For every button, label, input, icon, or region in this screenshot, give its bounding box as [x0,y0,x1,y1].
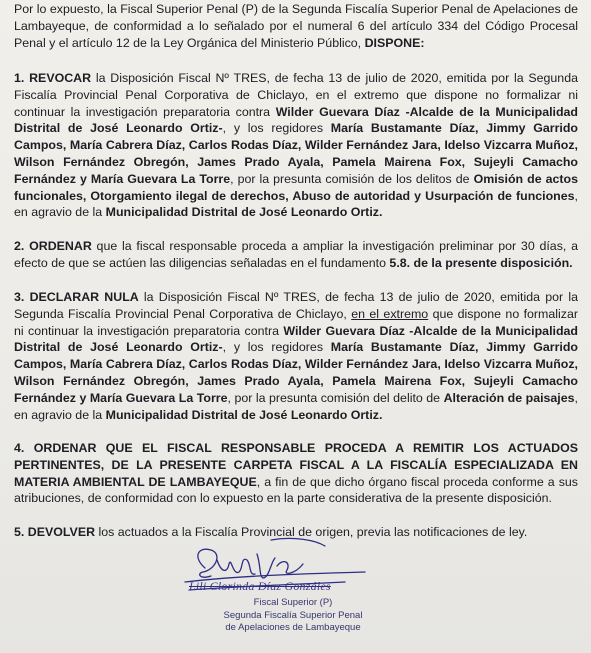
handwritten-signature [175,536,415,653]
item-text: , por la presunta comisión de los delitos de [230,171,474,186]
signatory-name: Lili Clorinda Díaz Gonzáles [189,579,331,593]
item-number: 3. [14,290,25,304]
item-text: , y los regidores [222,121,331,136]
stamp-jurisdiction: de Apelaciones de Lambayeque [225,622,361,633]
resolution-item-4 [14,440,578,507]
item-text: la Disposición Fiscal Nº TRES, de fecha 13 de julio de 2020, emitida por la Segunda Fiscalía Provincial Penal Corporativa de Chiclayo, en el extremo que dispone no formalizar ni continuar la investigación preparatoria contra [14,71,578,119]
item-verb: REVOCAR [29,71,92,85]
accused-councillors: María Bustamante Díaz, Jimmy Garrido Campos, María Cabrera Díaz, Carlos Rodas Díaz, Wilder Fernández Jara, Idelso Vizcarra Muñoz, Wilson Fernández Obregón, James Prado Ayala, Pamela Mairena Fox, Sujeyli Camacho Fernández y María Guevara La Torre [14,340,578,405]
dispone-colon: : [420,35,425,50]
item-verb: ORDENAR QUE EL FISCAL RESPONSABLE PROCEDA A REMITIR LOS ACTUADOS PERTINENTES, DE LA PRESENTE CARPETA FISCAL A LA FISCALÍA ESPECIALIZADA EN MATERIA AMBIENTAL DE LAMBAYEQUE [14,441,578,489]
accused-mayor: Wilder Guevara Díaz -Alcalde de la Municipalidad Distrital de José Leonardo Ortiz- [14,323,578,355]
item-text: la Disposición Fiscal Nº TRES, de fecha 13 de julio de 2020, emitida por la Segunda Fiscalía Provincial Penal Corporativa de Chiclayo, [14,290,578,321]
item-text: , en agravio de la [14,188,578,220]
resolution-item-3 [14,289,578,423]
item-text: los actuados a la Fiscalía Provincial de origen, previa las notificaciones de ley. [95,525,528,539]
item-number: 5. [14,525,25,539]
accused-councillors: María Bustamante Díaz, Jimmy Garrido Campos, María Cabrera Díaz, Carlos Rodas Díaz, Wilder Fernández Jara, Idelso Vizcarra Muñoz, Wilson Fernández Obregón, James Prado Ayala, Pamela Mairena Fox, Sujeyli Camacho Fernández y María Guevara La Torre [14,121,578,186]
aggrieved-party: Municipalidad Distrital de José Leonardo Ortiz. [105,407,383,422]
offenses: Omisión de actos funcionales, Otorgamiento ilegal de derechos, Abuso de autoridad y Usurpación de funciones [14,171,578,203]
offense: Alteración de paisajes [443,390,575,405]
accused-mayor: Wilder Guevara Díaz -Alcalde de la Municipalidad Distrital de José Leonardo Ortiz- [14,104,578,136]
underlined-phrase: en el extremo [351,306,429,321]
intro-paragraph [14,1,578,51]
item-text: , por la presunta comisión del delito de [227,390,444,405]
resolution-item-2 [14,238,578,272]
item-text: que la fiscal responsable proceda a ampliar la investigación preliminar por 30 días, a efecto de que se actúen las diligencias señaladas en el fundamento [14,239,578,270]
item-text: , en agravio de la [14,390,578,422]
item-text: que dispone no formalizar ni continuar la investigación preparatoria contra [14,306,578,338]
stamp-office: Segunda Fiscalía Superior Penal [223,610,363,621]
item-verb: DEVOLVER [27,525,96,539]
stamp-title: Fiscal Superior (P) [253,597,333,608]
dispone-keyword: DISPONE [364,35,421,50]
item-number: 4. [14,441,25,455]
resolution-item-1 [14,70,578,221]
signature-block [175,536,415,653]
aggrieved-party: Municipalidad Distrital de José Leonardo Ortiz. [105,205,383,220]
item-verb: ORDENAR [29,239,92,253]
fundamento-reference: 5.8. de la presente disposición. [389,255,573,270]
item-text: , y los regidores [222,340,331,355]
item-number: 1. [14,71,25,85]
item-number: 2. [14,239,25,253]
item-text: , a fin de que dicho órgano fiscal proceda conforme a sus atribuciones, de conformidad con lo expuesto en la parte considerativa de la presente disposición. [14,474,579,506]
intro-text: Por lo expuesto, la Fiscal Superior Penal (P) de la Segunda Fiscalía Superior Penal de Apelaciones de Lambayeque, de conformidad a lo señalado por el numeral 6 del artículo 334 del Código Procesal Penal y el artículo 12 de la Ley Orgánica del Ministerio Público, [14,2,578,50]
item-verb: DECLARAR NULA [29,290,139,304]
